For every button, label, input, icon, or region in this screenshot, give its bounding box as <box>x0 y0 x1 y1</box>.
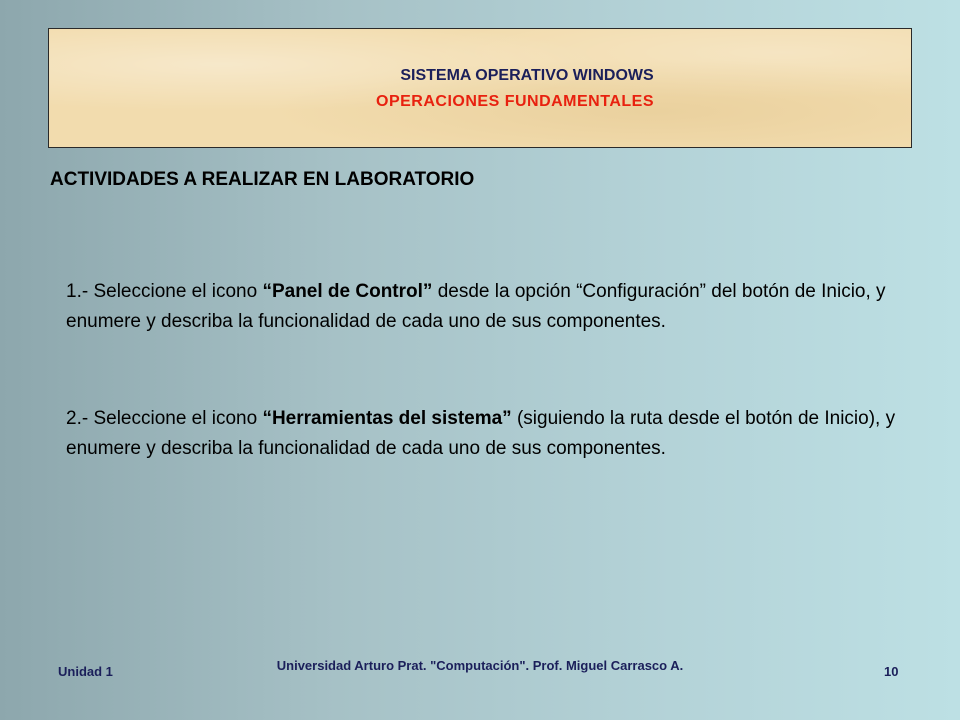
footer-credits: Universidad Arturo Prat. "Computación". Prof. Miguel Carrasco A. <box>276 658 684 673</box>
activity-1-emphasis: “Panel de Control” <box>262 281 433 302</box>
activity-1-prefix: 1.- Seleccione el icono <box>66 281 263 302</box>
activity-item-2 <box>66 404 906 464</box>
activity-2-prefix: 2.- Seleccione el icono <box>66 408 263 429</box>
activity-2-emphasis: “Herramientas del sistema” <box>262 408 512 429</box>
slide-title: SISTEMA OPERATIVO WINDOWS <box>400 67 654 84</box>
activity-item-1 <box>66 277 906 337</box>
page-number: 10 <box>884 664 899 679</box>
footer-unit: Unidad 1 <box>58 664 113 679</box>
activity-1-suffix: desde la opción “Configuración” del botón de Inicio, y enumere y describa la funcionalidad de cada uno de sus componentes. <box>66 281 886 332</box>
section-heading: ACTIVIDADES A REALIZAR EN LABORATORIO <box>50 169 475 190</box>
title-box <box>48 28 912 148</box>
slide-subtitle: OPERACIONES FUNDAMENTALES <box>376 93 654 110</box>
activity-2-suffix: (siguiendo la ruta desde el botón de Inicio), y enumere y describa la funcionalidad de cada uno de sus componentes. <box>66 408 896 459</box>
